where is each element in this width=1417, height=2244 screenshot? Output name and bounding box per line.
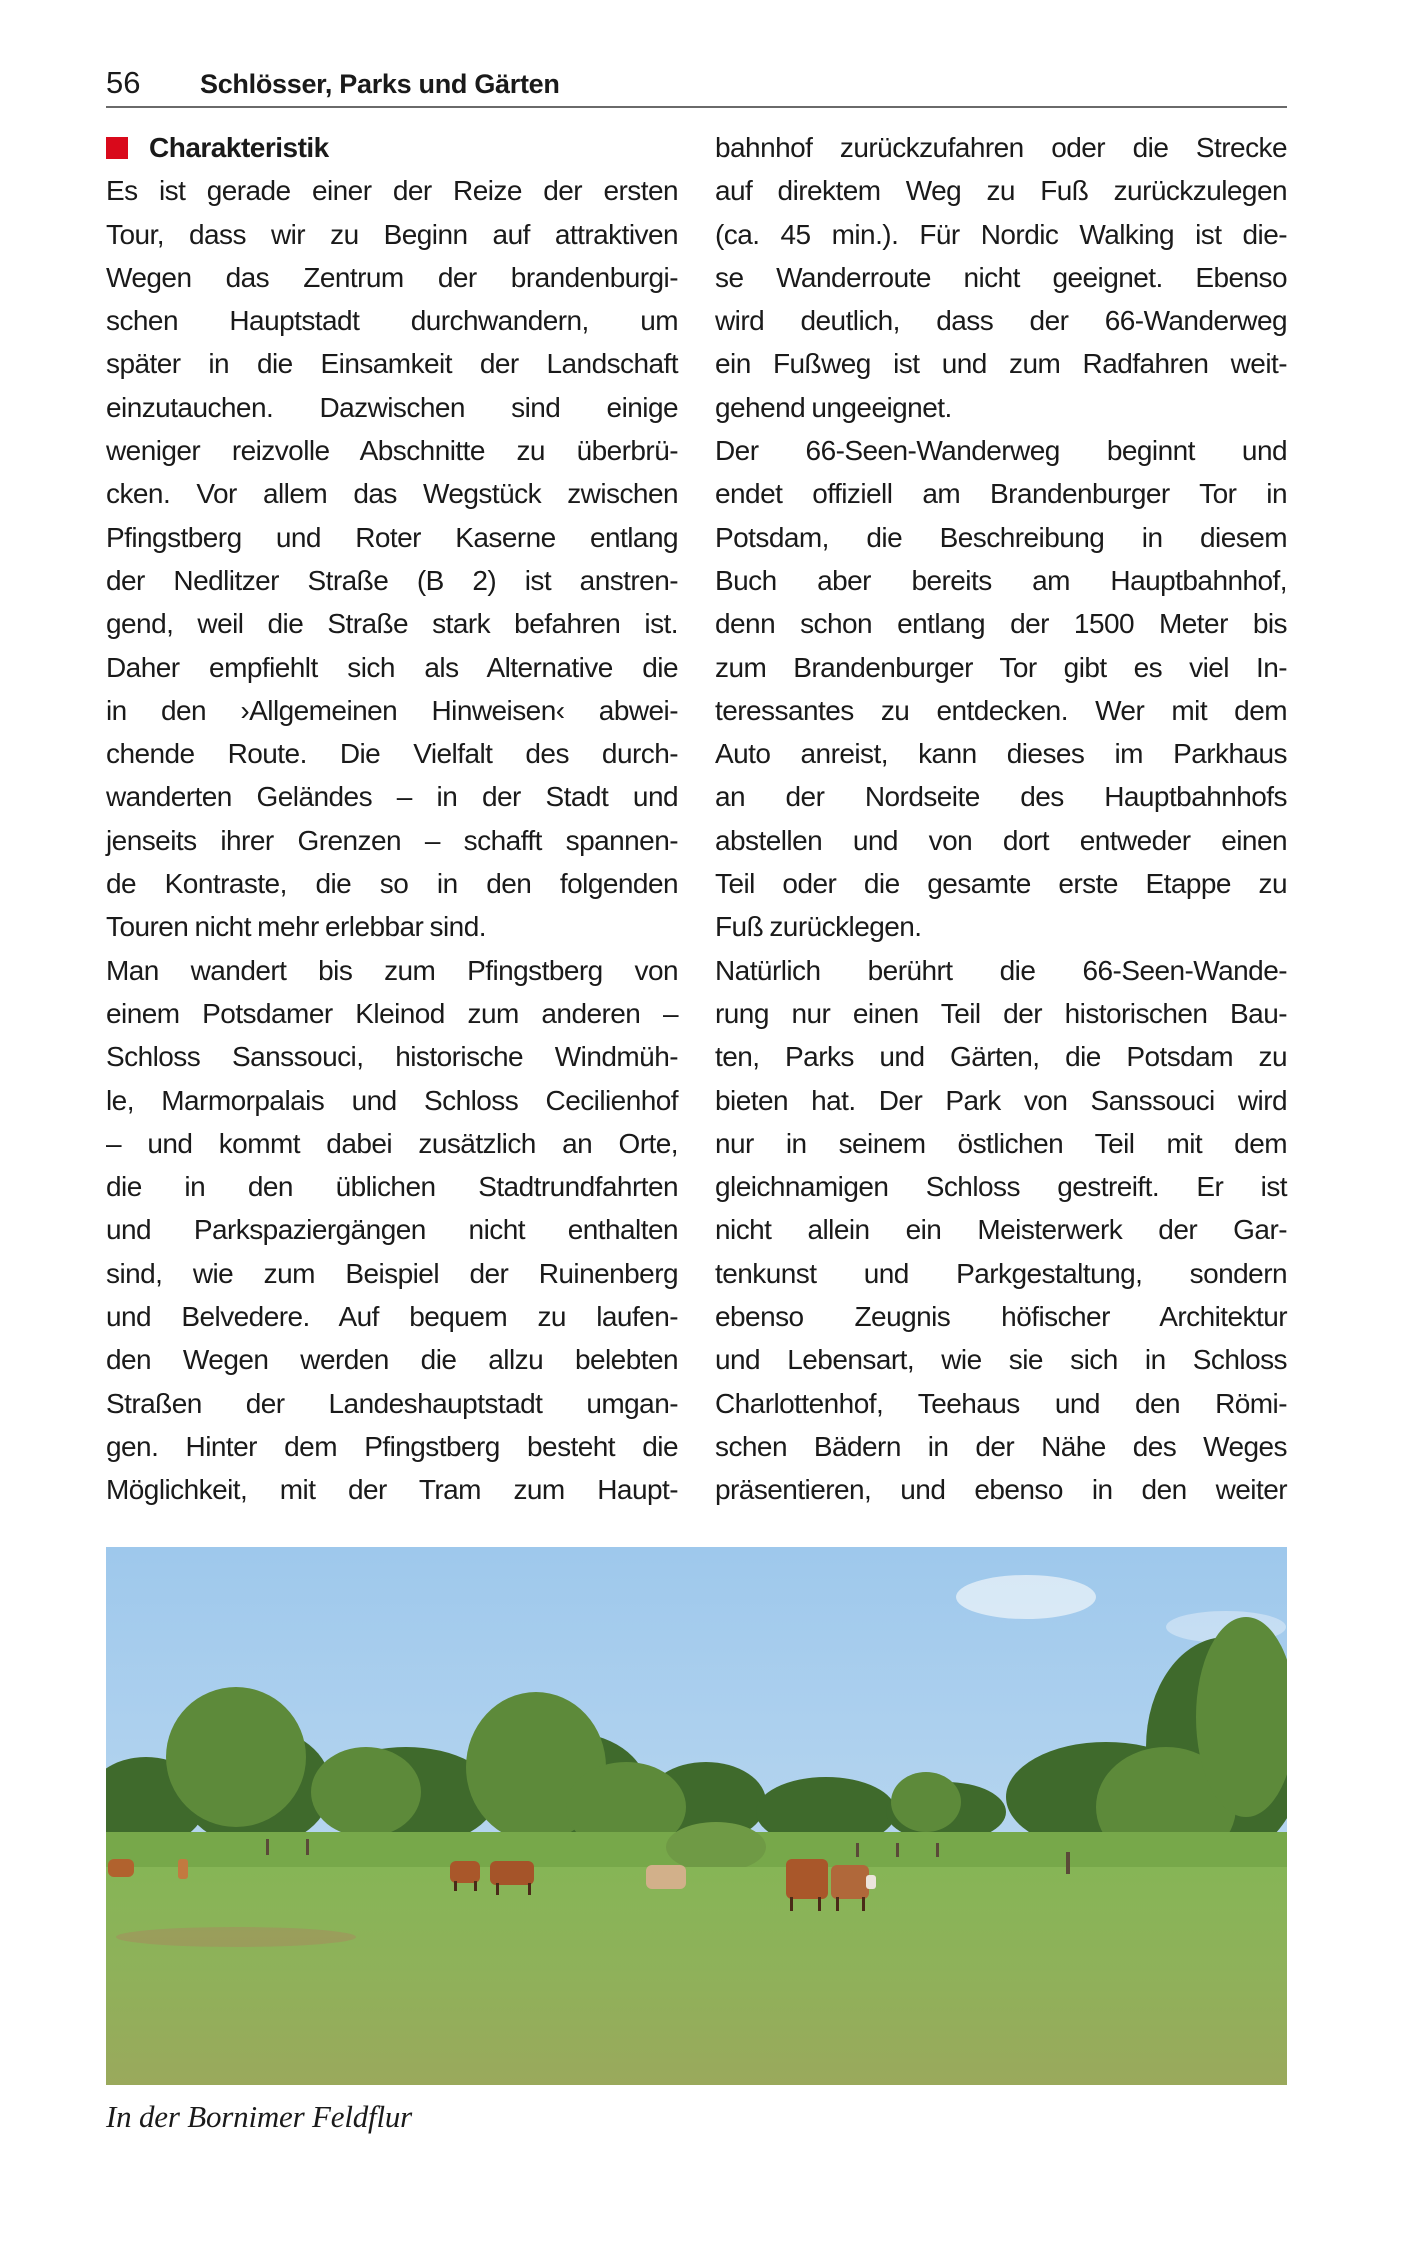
red-square-icon: [106, 137, 128, 159]
text-line: zum Brandenburger Tor gibt es viel In-: [715, 651, 1287, 683]
text-line: Schloss Sanssouci, historische Windmüh-: [106, 1041, 678, 1073]
text-line: Fuß zurücklegen.: [715, 911, 922, 943]
left-column: [106, 126, 678, 1512]
text-line: denn schon entlang der 1500 Meter bis: [715, 608, 1287, 640]
text-line: Man wandert bis zum Pfingstberg von: [106, 954, 678, 986]
text-line: Touren nicht mehr erlebbar sind.: [106, 911, 486, 943]
text-line: se Wanderroute nicht geeignet. Ebenso: [715, 261, 1287, 293]
text-line: ein Fußweg ist und zum Radfahren weit-: [715, 348, 1287, 380]
text-line: tenkunst und Parkgestaltung, sondern: [715, 1257, 1287, 1289]
text-line: Charlottenhof, Teehaus und den Römi-: [715, 1387, 1287, 1419]
text-line: Tour, dass wir zu Beginn auf attraktiven: [106, 218, 678, 250]
text-line: auf direktem Weg zu Fuß zurückzulegen: [715, 175, 1287, 207]
text-line: später in die Einsamkeit der Landschaft: [106, 348, 678, 380]
text-line: cken. Vor allem das Wegstück zwischen: [106, 478, 678, 510]
text-line: gehend ungeeignet.: [715, 391, 952, 423]
text-line: einzutauchen. Dazwischen sind einige: [106, 391, 678, 423]
text-line: schen Hauptstadt durchwandern, um: [106, 305, 678, 337]
text-line: gen. Hinter dem Pfingstberg besteht die: [106, 1430, 678, 1462]
text-line: jenseits ihrer Grenzen – schafft spannen-: [106, 824, 678, 856]
text-line: ebenso Zeugnis höfischer Architektur: [715, 1301, 1287, 1333]
left-column-text: [106, 169, 678, 1511]
text-line: wanderten Geländes – in der Stadt und: [106, 781, 678, 813]
text-line: de Kontraste, die so in den folgenden: [106, 868, 678, 900]
text-line: Möglichkeit, mit der Tram zum Haupt-: [106, 1474, 678, 1506]
text-line: und Belvedere. Auf bequem zu laufen-: [106, 1301, 678, 1333]
text-line: le, Marmorpalais und Schloss Cecilienhof: [106, 1084, 678, 1116]
text-line: bahnhof zurückzufahren oder die Strecke: [715, 132, 1287, 163]
text-line: ten, Parks und Gärten, die Potsdam zu: [715, 1041, 1287, 1073]
section-heading-text: Charakteristik: [149, 132, 329, 163]
text-line: Potsdam, die Beschreibung in diesem: [715, 521, 1287, 553]
text-line: Wegen das Zentrum der brandenburgi-: [106, 261, 678, 293]
text-line: rung nur einen Teil der historischen Bau-: [715, 997, 1287, 1029]
text-line: den Wegen werden die allzu belebten: [106, 1344, 678, 1376]
text-line: Der 66-Seen-Wanderweg beginnt und: [715, 435, 1287, 467]
text-line: Buch aber bereits am Hauptbahnhof,: [715, 564, 1287, 596]
right-column: [715, 126, 1287, 1512]
text-line: gleichnamigen Schloss gestreift. Er ist: [715, 1171, 1287, 1203]
section-heading: [106, 126, 678, 169]
text-line: einem Potsdamer Kleinod zum anderen –: [106, 997, 678, 1029]
text-line: abstellen und von dort entweder einen: [715, 824, 1287, 856]
text-line: nur in seinem östlichen Teil mit dem: [715, 1127, 1287, 1159]
text-line: gend, weil die Straße stark befahren ist.: [106, 608, 678, 640]
text-line: schen Bädern in der Nähe des Weges: [715, 1430, 1287, 1462]
page-number: 56: [106, 65, 141, 100]
text-line: der Nedlitzer Straße (B 2) ist anstren-: [106, 564, 678, 596]
right-column-text: [715, 126, 1287, 1512]
text-line: nicht allein ein Meisterwerk der Gar-: [715, 1214, 1287, 1246]
text-line: in den ›Allgemeinen Hinweisen‹ abwei-: [106, 694, 678, 726]
landscape-photo-illustration: [106, 1547, 1287, 2085]
text-line: chende Route. Die Vielfalt des durch-: [106, 738, 678, 770]
text-line: Daher empfiehlt sich als Alternative die: [106, 651, 678, 683]
text-line: bieten hat. Der Park von Sanssouci wird: [715, 1084, 1287, 1116]
text-line: und Lebensart, wie sie sich in Schloss: [715, 1344, 1287, 1376]
text-line: wird deutlich, dass der 66-Wanderweg: [715, 305, 1287, 337]
text-line: weniger reizvolle Abschnitte zu überbrü-: [106, 435, 678, 467]
text-line: und Parkspaziergängen nicht enthalten: [106, 1214, 678, 1246]
text-line: präsentieren, und ebenso in den weiter: [715, 1474, 1287, 1506]
text-line: Natürlich berührt die 66-Seen-Wande-: [715, 954, 1287, 986]
text-line: Auto anreist, kann dieses im Parkhaus: [715, 738, 1287, 770]
page-header: [106, 62, 1287, 108]
text-line: sind, wie zum Beispiel der Ruinenberg: [106, 1257, 678, 1289]
text-line: Teil oder die gesamte erste Etappe zu: [715, 868, 1287, 900]
text-line: endet offiziell am Brandenburger Tor in: [715, 478, 1287, 510]
text-line: Straßen der Landeshauptstadt umgan-: [106, 1387, 678, 1419]
text-line: die in den üblichen Stadtrundfahrten: [106, 1171, 678, 1203]
text-line: Es ist gerade einer der Reize der ersten: [106, 175, 678, 207]
text-line: (ca. 45 min.). Für Nordic Walking ist die-: [715, 218, 1287, 250]
text-line: Pfingstberg und Roter Kaserne entlang: [106, 521, 678, 553]
text-line: an der Nordseite des Hauptbahnhofs: [715, 781, 1287, 813]
text-line: – und kommt dabei zusätzlich an Orte,: [106, 1127, 678, 1159]
photo-meadow-cattle: [106, 1547, 1287, 2085]
photo-caption: In der Bornimer Feldflur: [106, 2099, 413, 2134]
running-title: Schlösser, Parks und Gärten: [200, 69, 560, 99]
text-line: teressantes zu entdecken. Wer mit dem: [715, 694, 1287, 726]
